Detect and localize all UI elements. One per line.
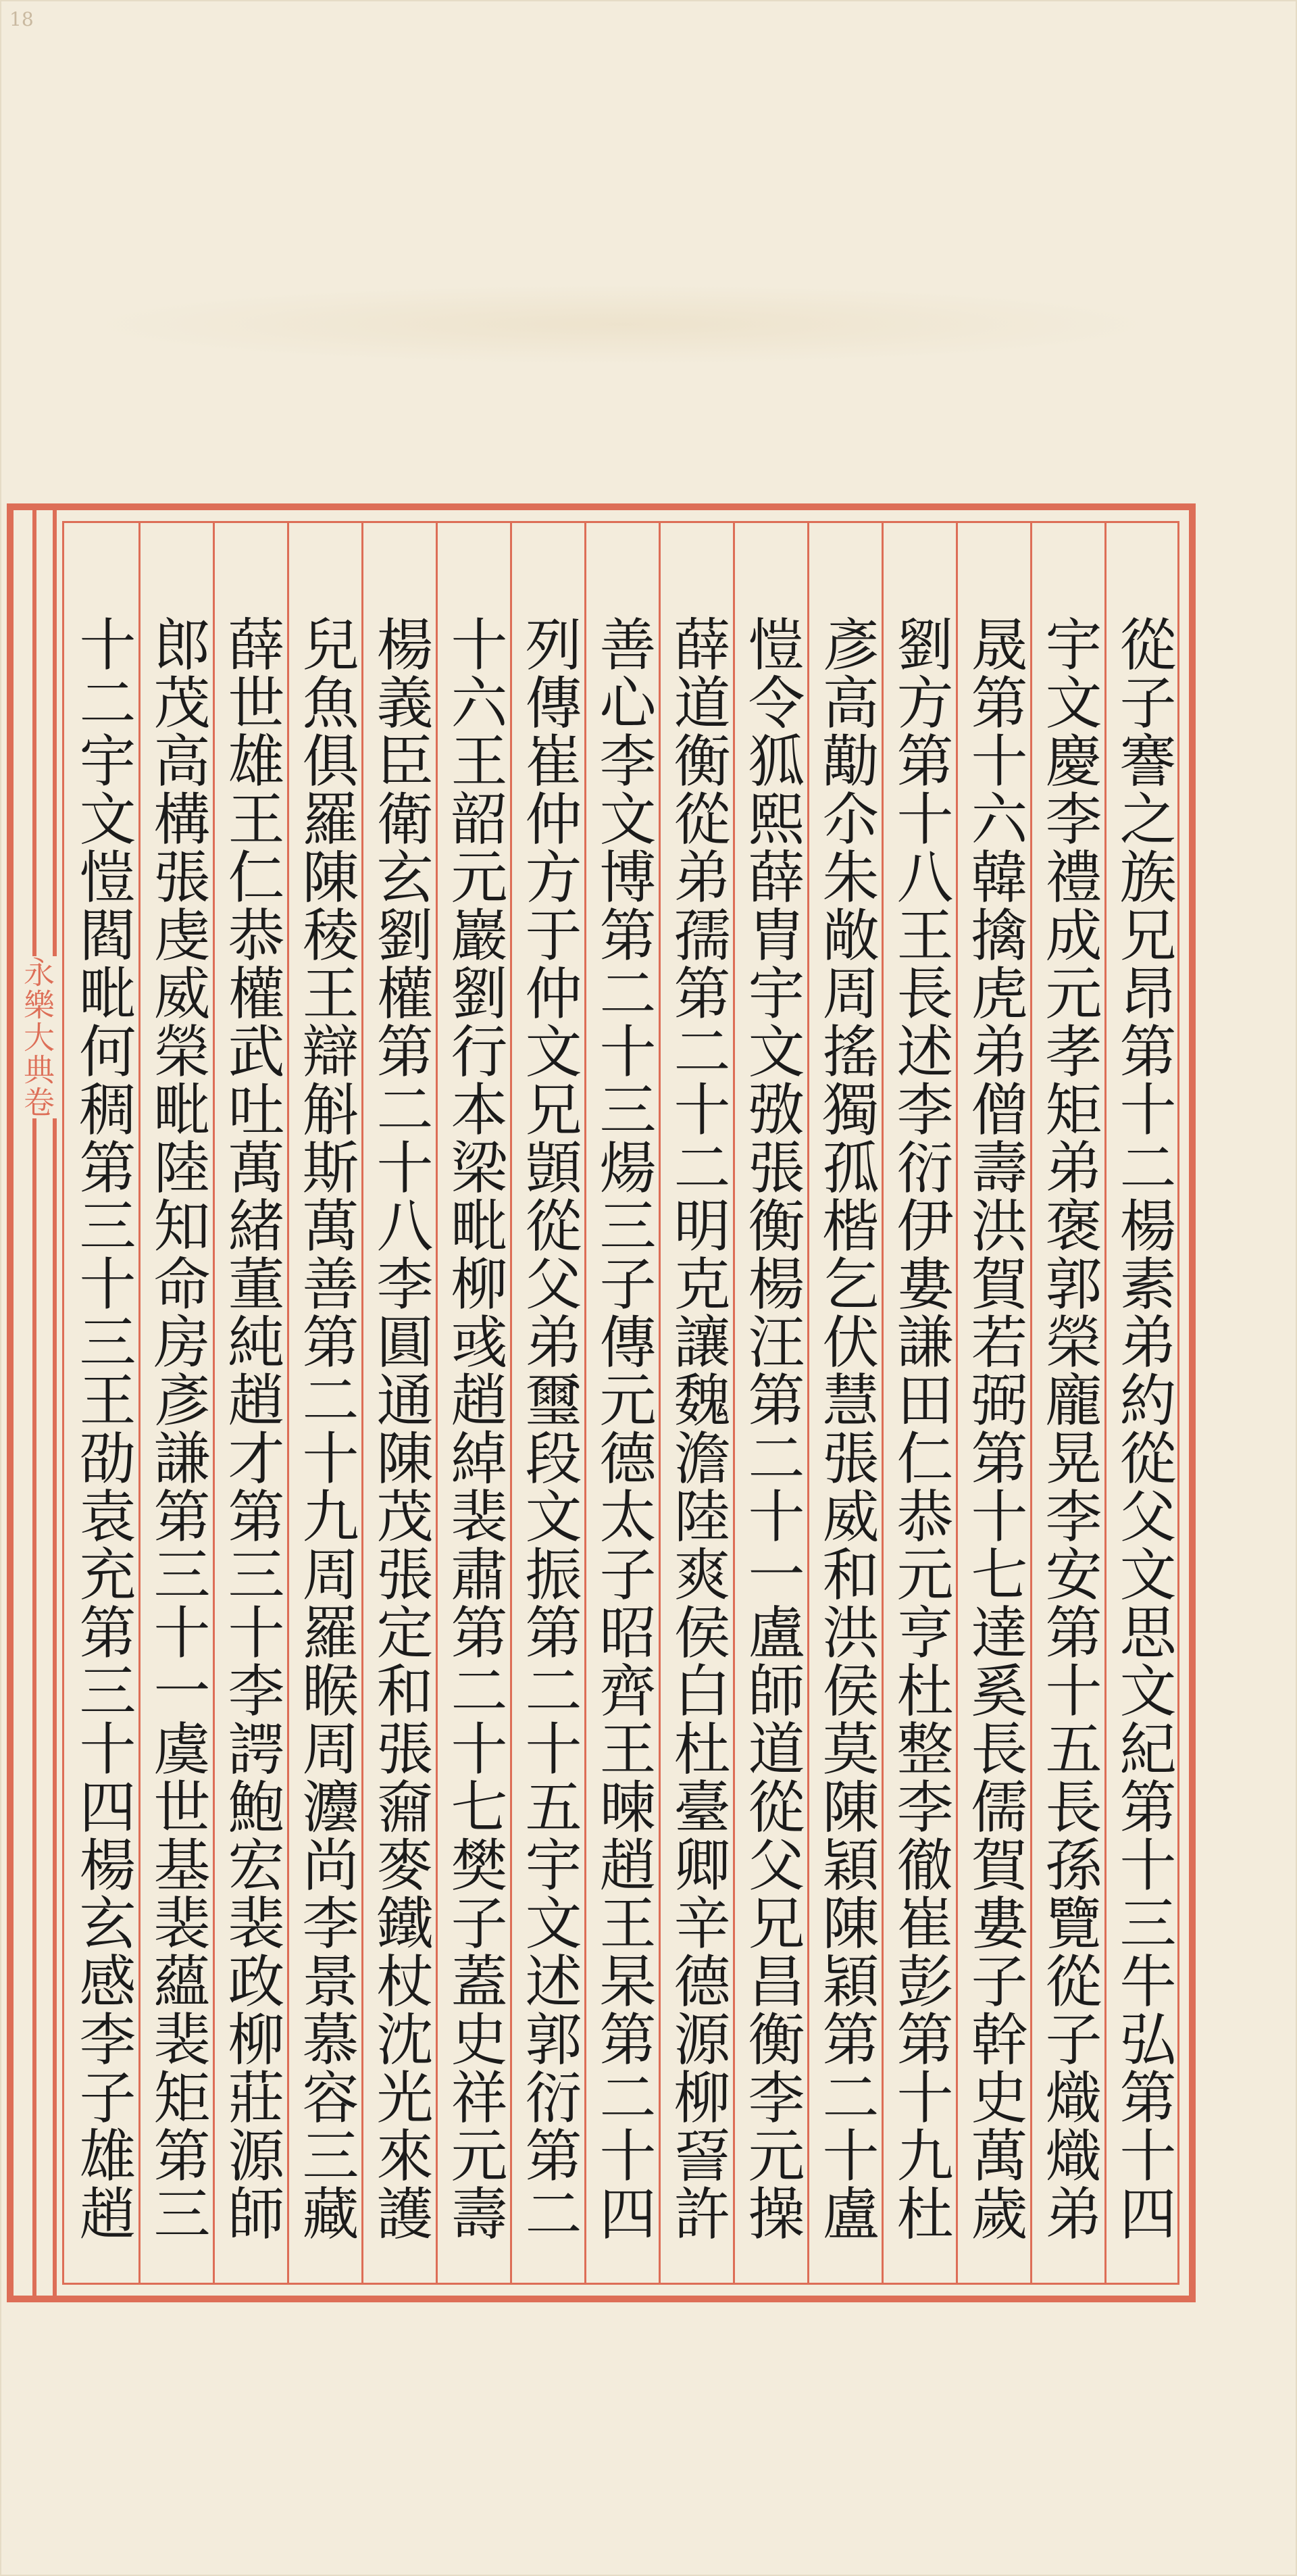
text-column: 晟第十六韓擒虎弟僧壽洪賀若弼第十七達奚長儒賀婁子幹史萬歲 bbox=[962, 615, 1028, 2242]
text-column: 列傳崔仲方于仲文兄顗從父弟璽段文振第二十五宇文述郭衍第二 bbox=[516, 615, 582, 2242]
text-column: 郎茂高構張虔威榮毗陸知命房彥謙第三十一虞世基裴蘊裴矩第三 bbox=[145, 615, 211, 2242]
text-column: 楊義臣衛玄劉權第二十八李圓通陳茂張定和張奫麥鐵杖沈光來護 bbox=[367, 615, 434, 2242]
text-column: 劉方第十八王長述李衍伊婁謙田仁恭元亨杜整李徹崔彭第十九杜 bbox=[888, 615, 954, 2242]
text-column: 宇文慶李禮成元孝矩弟褒郭榮龐晃李安第十五長孫覽從子熾熾弟 bbox=[1036, 615, 1102, 2242]
page-number: 18 bbox=[9, 8, 34, 30]
text-column: 十二宇文愷閻毗何稠第三十三王劭袁充第三十四楊玄感李子雄趙 bbox=[70, 615, 136, 2242]
text-column: 愷令狐熙薛胄宇文㢸張衡楊汪第二十一盧師道從父兄昌衡李元操 bbox=[739, 615, 805, 2242]
text-column: 薛世雄王仁恭權武吐萬緒董純趙才第三十李諤鮑宏裴政柳莊源師 bbox=[219, 615, 285, 2242]
text-columns bbox=[57, 615, 1181, 2284]
text-column: 薛道衡從弟孺第二十二明克讓魏澹陸爽侯白杜臺卿辛德源柳䛒許 bbox=[665, 615, 731, 2242]
text-column: 彥高勱尒朱敞周搖獨孤楷乞伏慧張威和洪侯莫陳穎陳穎第二十盧 bbox=[813, 615, 880, 2242]
frame-spine bbox=[14, 510, 62, 2296]
text-column: 兒魚俱羅陳稜王辯斛斯萬善第二十九周羅睺周灋尚李景慕容三藏 bbox=[293, 615, 359, 2242]
text-column: 善心李文博第二十三煬三子傳元德太子昭齊王暕趙王杲第二十四 bbox=[590, 615, 657, 2242]
paper-stain bbox=[81, 284, 1162, 365]
text-column: 從子謇之族兄昂第十二楊素弟約從父文思文紀第十三牛弘第十四 bbox=[1111, 615, 1177, 2242]
spine-title: 永樂大典卷 bbox=[15, 956, 59, 1118]
text-column: 十六王韶元巖劉行本梁毗柳彧趙綽裴肅第二十七樊子蓋史祥元壽 bbox=[442, 615, 508, 2242]
